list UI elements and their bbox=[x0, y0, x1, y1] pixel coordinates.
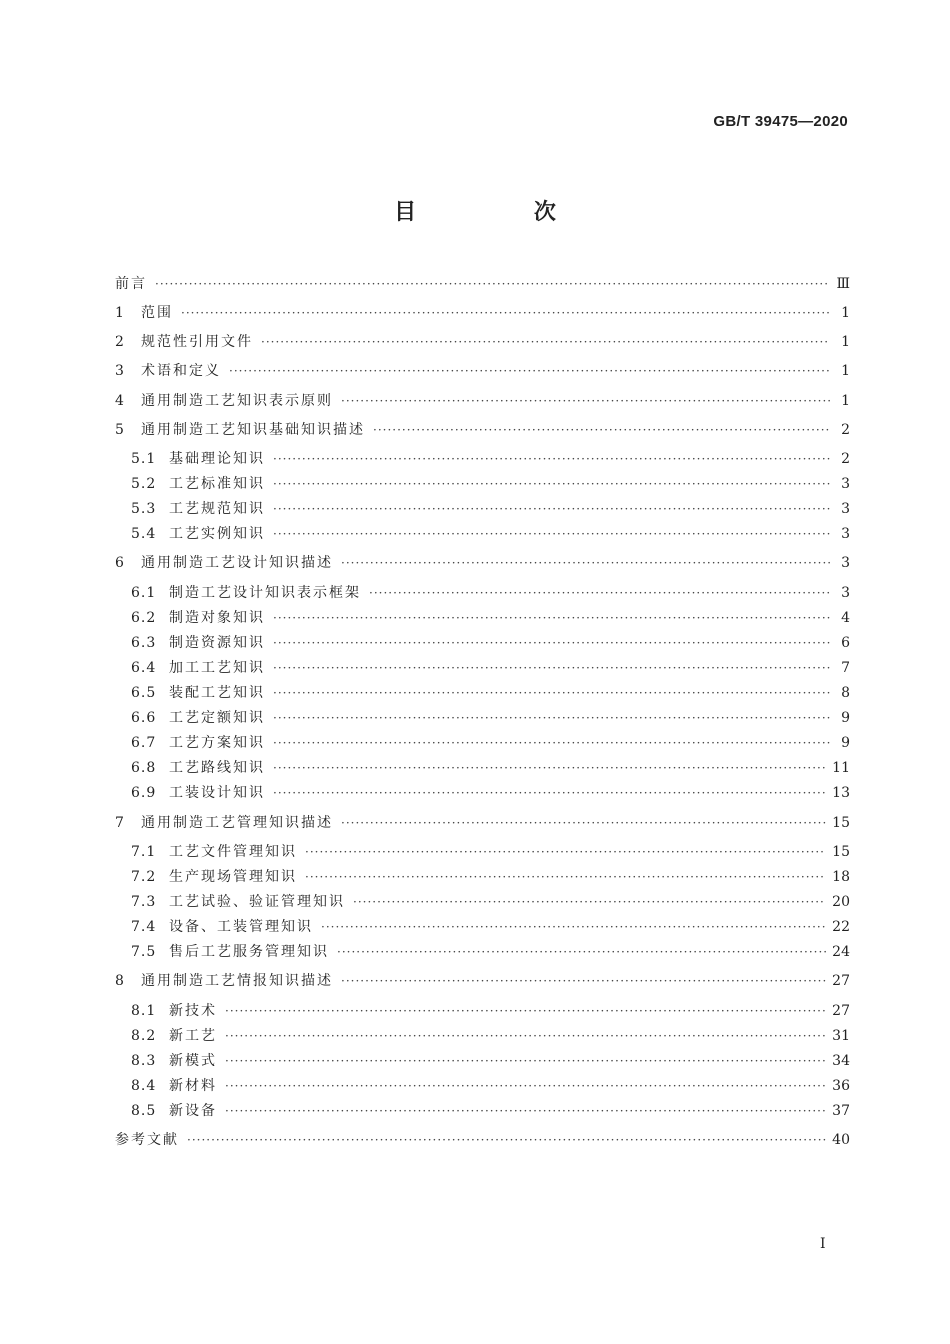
toc-entry-label: 生产现场管理知识 bbox=[169, 869, 297, 885]
toc-entry[interactable] bbox=[115, 272, 850, 296]
toc-entry-label: 工艺文件管理知识 bbox=[169, 844, 297, 860]
toc-leader-dots bbox=[337, 940, 826, 964]
toc-entry-page: 3 bbox=[841, 526, 850, 542]
toc-entry[interactable] bbox=[115, 890, 850, 914]
toc-entry-label: 工艺实例知识 bbox=[169, 526, 265, 542]
toc-entry[interactable] bbox=[115, 731, 850, 755]
toc-entry[interactable] bbox=[115, 915, 850, 939]
toc-leader-dots bbox=[225, 1099, 826, 1123]
toc-entry-page: 15 bbox=[832, 844, 850, 860]
toc-entry[interactable] bbox=[115, 1024, 850, 1048]
toc-entry-number: 6 bbox=[115, 555, 125, 571]
toc-entry[interactable] bbox=[115, 497, 850, 521]
toc-entry-page: 6 bbox=[841, 635, 850, 651]
toc-leader-dots bbox=[273, 781, 826, 805]
toc-entry-label: 通用制造工艺设计知识描述 bbox=[141, 555, 333, 571]
toc-entry-label: 售后工艺服务管理知识 bbox=[169, 944, 329, 960]
toc-entry[interactable] bbox=[115, 656, 850, 680]
toc-leader-dots bbox=[225, 999, 826, 1023]
toc-leader-dots bbox=[305, 865, 826, 889]
toc-entry-page: 1 bbox=[841, 305, 850, 321]
toc-entry-page: 34 bbox=[832, 1053, 850, 1069]
toc-entry-page: 3 bbox=[841, 585, 850, 601]
toc-entry-label: 工艺标准知识 bbox=[169, 476, 265, 492]
toc-entry-label: 新模式 bbox=[169, 1053, 217, 1069]
toc-entry[interactable] bbox=[115, 631, 850, 655]
toc-entry[interactable] bbox=[115, 940, 850, 964]
toc-entry-number: 8 bbox=[115, 973, 125, 989]
toc-leader-dots bbox=[225, 1074, 826, 1098]
toc-leader-dots bbox=[341, 551, 830, 575]
toc-entry-label: 通用制造工艺知识表示原则 bbox=[141, 393, 333, 409]
footer-page-number: I bbox=[820, 1236, 826, 1252]
toc-leader-dots bbox=[369, 581, 830, 605]
toc-entry-label: 工艺试验、验证管理知识 bbox=[169, 894, 345, 910]
toc-entry-page: 1 bbox=[841, 334, 850, 350]
toc-entry-page: 2 bbox=[841, 422, 850, 438]
toc-entry[interactable] bbox=[115, 301, 850, 325]
toc-entry-page: 9 bbox=[841, 735, 850, 751]
toc-entry-number: 1 bbox=[115, 305, 125, 321]
toc-entry[interactable] bbox=[115, 969, 850, 993]
toc-entry-number: 8.2 bbox=[131, 1028, 157, 1044]
toc-entry[interactable] bbox=[115, 522, 850, 546]
toc-entry-number: 6.9 bbox=[131, 785, 157, 801]
toc-entry-number: 2 bbox=[115, 334, 125, 350]
toc-entry-number: 6.2 bbox=[131, 610, 157, 626]
toc-entry[interactable] bbox=[115, 756, 850, 780]
toc-entry[interactable] bbox=[115, 330, 850, 354]
toc-entry-page: 4 bbox=[841, 610, 850, 626]
toc-entry-number: 8.5 bbox=[131, 1103, 157, 1119]
toc-entry-label: 制造工艺设计知识表示框架 bbox=[169, 585, 361, 601]
toc-leader-dots bbox=[341, 811, 826, 835]
toc-entry-label: 规范性引用文件 bbox=[141, 334, 253, 350]
toc-entry-number: 5.2 bbox=[131, 476, 157, 492]
toc-entry-number: 5 bbox=[115, 422, 125, 438]
toc-entry-page: 3 bbox=[841, 501, 850, 517]
toc-entry-number: 5.4 bbox=[131, 526, 157, 542]
toc-entry-number: 6.1 bbox=[131, 585, 157, 601]
toc-entry-label: 制造对象知识 bbox=[169, 610, 265, 626]
toc-entry[interactable] bbox=[115, 1074, 850, 1098]
toc-entry-page: 7 bbox=[841, 660, 850, 676]
toc-entry-number: 3 bbox=[115, 363, 125, 379]
toc-entry-page: 9 bbox=[841, 710, 850, 726]
toc-entry-label: 前言 bbox=[115, 276, 147, 292]
toc-entry-label: 设备、工装管理知识 bbox=[169, 919, 313, 935]
toc-entry[interactable] bbox=[115, 389, 850, 413]
toc-entry-label: 新设备 bbox=[169, 1103, 217, 1119]
toc-entry-label: 新技术 bbox=[169, 1003, 217, 1019]
toc-entry-page: 36 bbox=[832, 1078, 850, 1094]
toc-entry-label: 参考文献 bbox=[115, 1132, 179, 1148]
toc-leader-dots bbox=[273, 497, 830, 521]
toc-entry[interactable] bbox=[115, 865, 850, 889]
toc-entry-label: 通用制造工艺知识基础知识描述 bbox=[141, 422, 365, 438]
toc-entry[interactable] bbox=[115, 681, 850, 705]
toc-entry-label: 工艺定额知识 bbox=[169, 710, 265, 726]
toc-entry-number: 6.6 bbox=[131, 710, 157, 726]
toc-entry-number: 6.4 bbox=[131, 660, 157, 676]
toc-leader-dots bbox=[187, 1128, 826, 1152]
toc-entry-label: 制造资源知识 bbox=[169, 635, 265, 651]
toc-entry-number: 7.5 bbox=[131, 944, 157, 960]
toc-leader-dots bbox=[273, 447, 830, 471]
toc-entry-number: 6.3 bbox=[131, 635, 157, 651]
toc-entry-number: 7.3 bbox=[131, 894, 157, 910]
toc-leader-dots bbox=[273, 606, 830, 630]
toc-entry-number: 6.8 bbox=[131, 760, 157, 776]
toc-entry-number: 8.3 bbox=[131, 1053, 157, 1069]
page-title: 目 次 bbox=[394, 199, 611, 225]
toc-leader-dots bbox=[225, 1024, 826, 1048]
toc-entry-number: 4 bbox=[115, 393, 125, 409]
toc-leader-dots bbox=[341, 969, 826, 993]
toc-entry-number: 5.1 bbox=[131, 451, 157, 467]
toc-entry-page: 1 bbox=[841, 363, 850, 379]
toc-entry[interactable] bbox=[115, 811, 850, 835]
toc-leader-dots bbox=[273, 706, 830, 730]
toc-leader-dots bbox=[225, 1049, 826, 1073]
toc-leader-dots bbox=[305, 840, 826, 864]
toc-entry[interactable] bbox=[115, 840, 850, 864]
toc-entry-number: 8.4 bbox=[131, 1078, 157, 1094]
toc-entry[interactable] bbox=[115, 551, 850, 575]
toc-entry-label: 工艺规范知识 bbox=[169, 501, 265, 517]
toc-entry-page: 3 bbox=[841, 476, 850, 492]
toc-entry-number: 5.3 bbox=[131, 501, 157, 517]
toc-entry[interactable] bbox=[115, 781, 850, 805]
toc-leader-dots bbox=[155, 272, 830, 296]
toc-leader-dots bbox=[353, 890, 826, 914]
toc-leader-dots bbox=[273, 472, 830, 496]
toc-entry-page: 15 bbox=[832, 815, 850, 831]
toc-entry-number: 7.1 bbox=[131, 844, 157, 860]
toc-entry-page: 40 bbox=[832, 1132, 850, 1148]
toc-leader-dots bbox=[261, 330, 830, 354]
toc-entry-label: 工艺路线知识 bbox=[169, 760, 265, 776]
toc-entry-page: Ⅲ bbox=[836, 276, 850, 292]
toc-entry-number: 7 bbox=[115, 815, 125, 831]
toc-leader-dots bbox=[181, 301, 830, 325]
toc-entry-label: 基础理论知识 bbox=[169, 451, 265, 467]
toc-entry[interactable] bbox=[115, 447, 850, 471]
toc-entry-label: 范围 bbox=[141, 305, 173, 321]
toc-entry-number: 6.7 bbox=[131, 735, 157, 751]
toc-entry-page: 1 bbox=[841, 393, 850, 409]
toc-entry-number: 8.1 bbox=[131, 1003, 157, 1019]
toc-entry-number: 7.2 bbox=[131, 869, 157, 885]
toc-entry-page: 18 bbox=[832, 869, 850, 885]
toc-leader-dots bbox=[273, 681, 830, 705]
toc-entry-page: 8 bbox=[841, 685, 850, 701]
toc-entry-page: 3 bbox=[841, 555, 850, 571]
toc-entry-label: 工装设计知识 bbox=[169, 785, 265, 801]
toc-entry[interactable] bbox=[115, 472, 850, 496]
toc-leader-dots bbox=[273, 731, 830, 755]
toc-entry-label: 通用制造工艺情报知识描述 bbox=[141, 973, 333, 989]
toc-leader-dots bbox=[273, 631, 830, 655]
toc-entry[interactable] bbox=[115, 1049, 850, 1073]
toc-entry-page: 31 bbox=[832, 1028, 850, 1044]
toc-entry-number: 7.4 bbox=[131, 919, 157, 935]
toc-entry[interactable] bbox=[115, 1128, 850, 1152]
toc-leader-dots bbox=[341, 389, 830, 413]
toc-entry-page: 22 bbox=[832, 919, 850, 935]
toc-entry[interactable] bbox=[115, 606, 850, 630]
toc-entry[interactable] bbox=[115, 1099, 850, 1123]
standard-code: GB/T 39475—2020 bbox=[713, 113, 848, 130]
toc-entry-page: 11 bbox=[832, 760, 850, 776]
toc-entry-number: 6.5 bbox=[131, 685, 157, 701]
toc-leader-dots bbox=[321, 915, 826, 939]
toc-entry-label: 工艺方案知识 bbox=[169, 735, 265, 751]
toc-leader-dots bbox=[273, 756, 826, 780]
toc-entry-page: 27 bbox=[832, 1003, 850, 1019]
toc-entry[interactable] bbox=[115, 418, 850, 442]
toc-entry-page: 2 bbox=[841, 451, 850, 467]
toc-entry-page: 37 bbox=[832, 1103, 850, 1119]
toc-leader-dots bbox=[273, 656, 830, 680]
toc-entry[interactable] bbox=[115, 359, 850, 383]
toc-entry-page: 20 bbox=[832, 894, 850, 910]
toc-entry[interactable] bbox=[115, 706, 850, 730]
toc-leader-dots bbox=[373, 418, 830, 442]
toc-leader-dots bbox=[273, 522, 830, 546]
toc-entry-label: 装配工艺知识 bbox=[169, 685, 265, 701]
toc-entry-label: 术语和定义 bbox=[141, 363, 221, 379]
toc-entry-page: 27 bbox=[832, 973, 850, 989]
toc-entry-label: 新材料 bbox=[169, 1078, 217, 1094]
toc-leader-dots bbox=[229, 359, 830, 383]
toc-entry-label: 新工艺 bbox=[169, 1028, 217, 1044]
toc-entry-label: 加工工艺知识 bbox=[169, 660, 265, 676]
toc-entry-label: 通用制造工艺管理知识描述 bbox=[141, 815, 333, 831]
toc-entry[interactable] bbox=[115, 999, 850, 1023]
toc-entry-page: 24 bbox=[832, 944, 850, 960]
toc-entry-page: 13 bbox=[832, 785, 850, 801]
toc-entry[interactable] bbox=[115, 581, 850, 605]
